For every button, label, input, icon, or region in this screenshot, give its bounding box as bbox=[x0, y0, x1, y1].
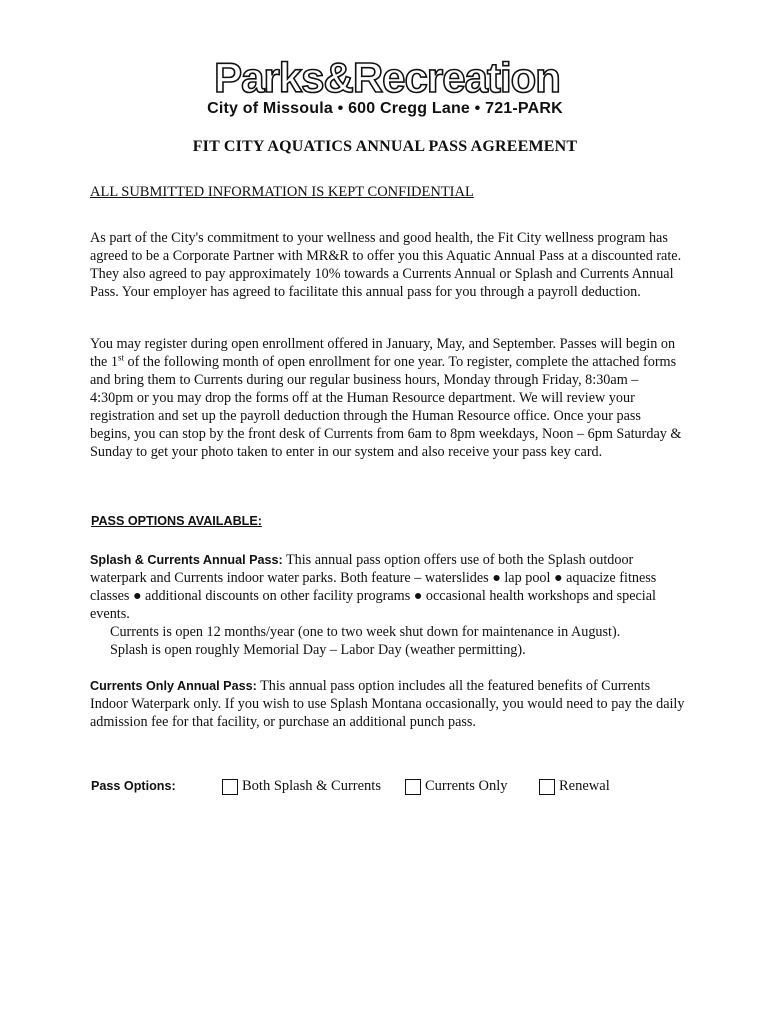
splash-currents-paragraph bbox=[90, 551, 685, 659]
splash-currents-text: This annual pass option offers use of both the Splash outdoor waterpark and Currents indoor water parks. Both feature – waterslides ● lap pool ● aquacize fitness classes ● additional discounts on other facility programs ● occasional health workshops and special events. bbox=[90, 552, 657, 622]
confidential-notice: ALL SUBMITTED INFORMATION IS KEPT CONFIDENTIAL bbox=[90, 184, 474, 200]
checkbox-currents-only[interactable] bbox=[405, 779, 421, 795]
currents-hours: Currents is open 12 months/year (one to two week shut down for maintenance in August). bbox=[110, 624, 621, 640]
pass-options-heading: PASS OPTIONS AVAILABLE: bbox=[91, 514, 262, 528]
currents-only-text: This annual pass option includes all the featured benefits of Currents Indoor Waterpark only. If you wish to use Splash Montana occasionally, you would need to pay the daily admission fee for that facility, or purchase an additional punch pass. bbox=[90, 678, 685, 730]
splash-currents-label: Splash & Currents Annual Pass: bbox=[90, 553, 283, 567]
currents-only-label: Currents Only Annual Pass: bbox=[90, 679, 257, 693]
logo-wordmark-text: Parks&Recreation bbox=[214, 56, 560, 100]
option-renewal[interactable] bbox=[539, 778, 610, 795]
option-label: Renewal bbox=[559, 778, 610, 794]
logo-address: City of Missoula • 600 Cregg Lane • 721-PARK bbox=[207, 100, 563, 117]
logo-wordmark bbox=[205, 56, 575, 100]
pass-options-row bbox=[91, 778, 731, 800]
checkbox-renewal[interactable] bbox=[539, 779, 555, 795]
checkbox-both-splash-currents[interactable] bbox=[222, 779, 238, 795]
option-currents-only[interactable] bbox=[405, 778, 508, 795]
intro-paragraph: As part of the City's commitment to your wellness and good health, the Fit City wellness program has agreed to be a Corporate Partner with MR&R to offer you this Aquatic Annual Pass at a discounted rate. They also agreed to pay approximately 10% towards a Currents Annual or Splash and Currents Annual Pass. Your employer has agreed to facilitate this annual pass for you through a payroll deduction. bbox=[90, 230, 682, 300]
registration-text-a: You may register during open enrollment offered in January, May, and September. Passes will begin on the 1 bbox=[90, 336, 676, 370]
parks-recreation-logo bbox=[205, 56, 575, 118]
ordinal-suffix: st bbox=[117, 352, 124, 363]
registration-paragraph bbox=[90, 335, 685, 461]
splash-hours: Splash is open roughly Memorial Day – Labor Day (weather permitting). bbox=[110, 642, 526, 658]
registration-text-b: of the following month of open enrollment for one year. To register, complete the attached forms and bring them to Currents during our regular business hours, Monday through Friday, 8:30am – 4:30pm or you may drop the forms off at the Human Resource department. We will review your registration and set up the payroll deduction through the Human Resource office. Once your pass begins, you can stop by the front desk of Currents from 6am to 8pm weekdays, Noon – 6pm Saturday & Sunday to get your photo taken to enter in our system and also receive your pass key card. bbox=[90, 354, 682, 460]
page-title: FIT CITY AQUATICS ANNUAL PASS AGREEMENT bbox=[192, 138, 578, 155]
option-both-splash-currents[interactable] bbox=[222, 778, 381, 795]
currents-only-paragraph bbox=[90, 677, 685, 731]
pass-options-label: Pass Options: bbox=[91, 779, 176, 793]
option-label: Both Splash & Currents bbox=[242, 778, 381, 794]
option-label: Currents Only bbox=[425, 778, 508, 794]
